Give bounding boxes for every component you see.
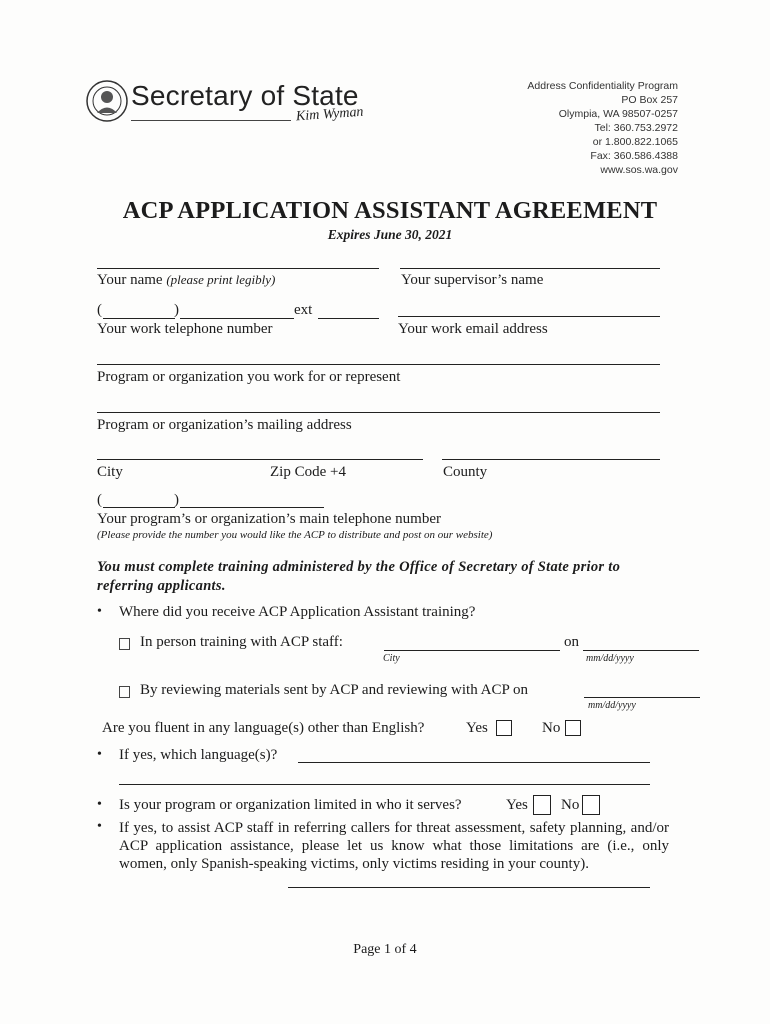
main-phone-open-paren: ( xyxy=(97,492,102,508)
bullet: • xyxy=(97,819,102,834)
limited-no-label: No xyxy=(561,797,580,813)
signature: Kim Wyman xyxy=(295,104,364,125)
which-language-label: If yes, which language(s)? xyxy=(119,747,278,763)
main-area-code-field[interactable] xyxy=(103,507,175,508)
language-no-label: No xyxy=(542,720,561,736)
on-label: on xyxy=(564,634,579,650)
phone-close-paren: ) xyxy=(174,302,179,318)
materials-label: By reviewing materials sent by ACP and reviewing with ACP on xyxy=(140,682,529,698)
training-date-field-2[interactable] xyxy=(584,697,700,698)
bullet: • xyxy=(97,747,102,762)
document-title: ACP APPLICATION ASSISTANT AGREEMENT xyxy=(122,197,658,224)
ext-field[interactable] xyxy=(318,318,379,319)
limited-detail: If yes, to assist ACP staff in referring callers for threat assessment, safety planning, and/or ACP application assistance, please let us know what those limitations are (i.e., only women, only Spanish-speaking victims, only victims residing in your county). xyxy=(119,820,669,872)
bullet: • xyxy=(97,797,102,812)
training-date-field-1[interactable] xyxy=(583,650,699,651)
work-phone-field[interactable] xyxy=(180,318,294,319)
program-label: Program or organization you work for or represent xyxy=(97,369,401,385)
limitations-field[interactable] xyxy=(288,887,650,888)
main-phone-label: Your program’s or organization’s main telephone number xyxy=(97,511,441,527)
city-label: City xyxy=(97,464,123,480)
main-phone-close-paren: ) xyxy=(174,492,179,508)
limited-yes-checkbox[interactable] xyxy=(533,795,551,815)
date-hint-1: mm/dd/yyyy xyxy=(586,653,634,664)
work-email-label: Your work email address xyxy=(398,321,548,337)
supervisor-name-field[interactable] xyxy=(400,268,660,269)
language-no-checkbox[interactable] xyxy=(565,720,581,736)
your-name-label: Your name (please print legibly) xyxy=(97,272,276,288)
bullet: • xyxy=(97,604,102,619)
expiration-subtitle: Expires June 30, 2021 xyxy=(327,227,453,242)
address-block: Address Confidentiality Program PO Box 257 Olympia, WA 98507-0257 Tel: 360.753.2972 or 1.800.822.1065 Fax: 360.586.4388 www.sos.wa.gov xyxy=(527,80,678,176)
which-language-field[interactable] xyxy=(298,762,650,763)
state-seal-icon xyxy=(86,80,128,122)
limited-question: Is your program or organization limited in who it serves? xyxy=(119,797,462,813)
in-person-label: In person training with ACP staff: xyxy=(140,634,343,650)
date-hint-2: mm/dd/yyyy xyxy=(588,700,636,711)
limited-no-checkbox[interactable] xyxy=(582,795,600,815)
zip-label: Zip Code +4 xyxy=(270,464,346,480)
mailing-address-field[interactable] xyxy=(97,412,660,413)
main-phone-note: (Please provide the number you would like the ACP to distribute and post on our website) xyxy=(97,529,493,541)
main-phone-field[interactable] xyxy=(180,507,324,508)
program-field[interactable] xyxy=(97,364,660,365)
work-email-field[interactable] xyxy=(398,316,660,317)
training-question: Where did you receive ACP Application Assistant training? xyxy=(119,604,476,620)
language-yes-label: Yes xyxy=(466,720,488,736)
mailing-address-label: Program or organization’s mailing address xyxy=(97,417,352,433)
in-person-checkbox[interactable] xyxy=(119,638,130,650)
area-code-field[interactable] xyxy=(103,318,175,319)
ext-label: ext xyxy=(294,302,313,318)
training-city-hint: City xyxy=(383,653,400,664)
materials-checkbox[interactable] xyxy=(119,686,130,698)
language-question: Are you fluent in any language(s) other than English? xyxy=(102,720,425,736)
brand-title: Secretary of State xyxy=(131,80,359,111)
phone-open-paren: ( xyxy=(97,302,102,318)
county-label: County xyxy=(443,464,488,480)
language-yes-checkbox[interactable] xyxy=(496,720,512,736)
work-phone-label: Your work telephone number xyxy=(97,321,273,337)
training-notice: You must complete training administered by the Office of Secretary of State prior to referring applicants. xyxy=(97,559,621,594)
county-field[interactable] xyxy=(442,459,660,460)
which-language-field-2[interactable] xyxy=(119,784,650,785)
training-city-field[interactable] xyxy=(384,650,560,651)
limited-yes-label: Yes xyxy=(506,797,528,813)
brand-underline xyxy=(131,120,291,121)
supervisor-label: Your supervisor’s name xyxy=(401,272,544,288)
page-number: Page 1 of 4 xyxy=(353,942,417,957)
city-zip-field[interactable] xyxy=(97,459,423,460)
your-name-field[interactable] xyxy=(97,268,379,269)
